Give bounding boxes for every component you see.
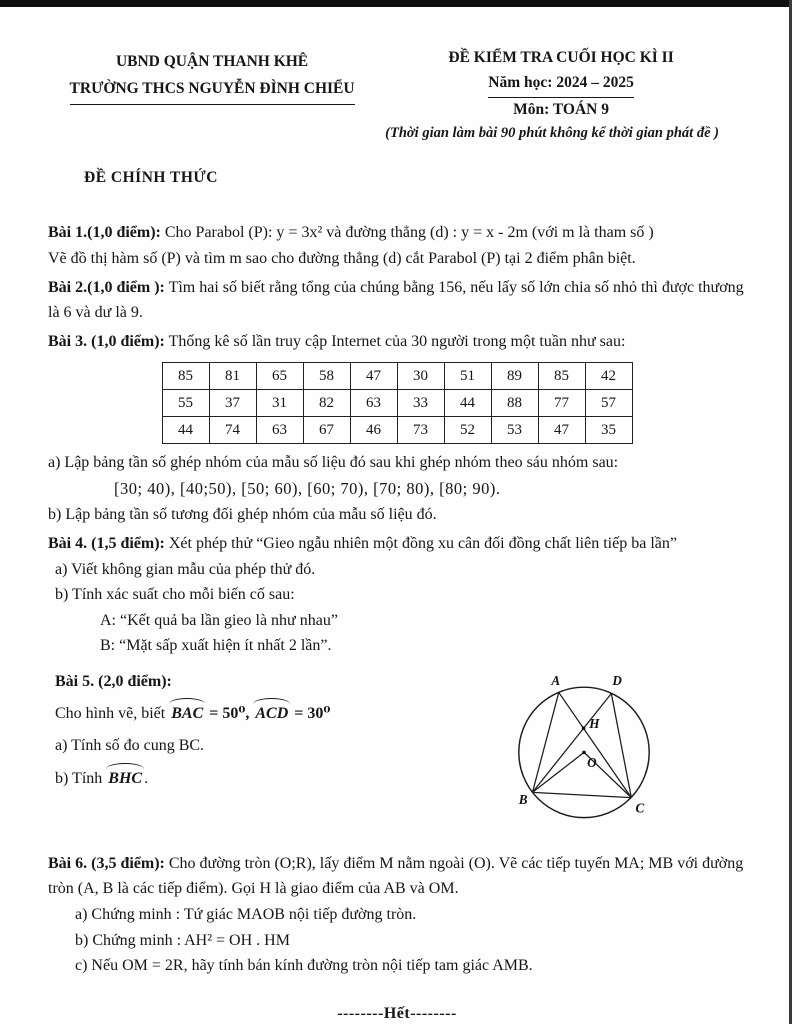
- table-cell: 85: [538, 363, 585, 390]
- problem-3-item-a: a) Lập bảng tần số ghép nhóm của mẫu số liệu đó sau khi ghép nhóm theo sáu nhóm sau:: [48, 454, 619, 472]
- table-cell: 88: [491, 390, 538, 417]
- problem-1-line2: Vẽ đồ thị hàm số (P) và tìm m sao cho đường thẳng (d) cắt Parabol (P) tại 2 điểm phân biệt.: [48, 249, 636, 267]
- table-row: [162, 363, 632, 390]
- table-cell: 35: [585, 417, 632, 444]
- problem-6-item-a: a) Chứng minh : Tứ giác MAOB nội tiếp đường tròn.: [75, 906, 417, 924]
- angle-bhc: BHC: [106, 765, 144, 792]
- problem-4-label: Bài 4. (1,5 điểm):: [48, 534, 165, 552]
- exam-body: [48, 220, 746, 1024]
- issuer-block: [48, 46, 376, 146]
- point-H: [582, 726, 586, 730]
- problem-6-item-b: b) Chứng minh : AH² = OH . HM: [75, 931, 290, 949]
- exam-title-block: [376, 46, 746, 146]
- label-B: B: [518, 791, 528, 807]
- angle-bac: BAC: [169, 700, 205, 727]
- problem-3-item-b: b) Lập bảng tần số tương đối ghép nhóm của mẫu số liệu đó.: [48, 506, 437, 524]
- angle-acd: ACD: [253, 700, 290, 727]
- given-eq2: = 30⁰: [290, 705, 331, 723]
- problem-5-item-a: a) Tính số đo cung BC.: [55, 737, 205, 755]
- chord-BC: [532, 792, 631, 797]
- problem-1-label: Bài 1.(1,0 điểm):: [48, 224, 161, 242]
- table-cell: 63: [350, 390, 397, 417]
- problem-4-item-b: b) Tính xác suất cho mỗi biến cố sau:: [55, 586, 295, 604]
- school-name: TRƯỜNG THCS NGUYỄN ĐÌNH CHIỂU: [70, 77, 355, 105]
- problem-6-item-c: c) Nếu OM = 2R, hãy tính bán kính đường tròn nội tiếp tam giác AMB.: [75, 957, 533, 975]
- header: [48, 46, 746, 146]
- table-cell: 42: [585, 363, 632, 390]
- item-b-text: b) Tính: [55, 769, 107, 787]
- problem-4-text: Xét phép thử “Gieo ngẫu nhiên một đồng xu cân đối đồng chất liên tiếp ba lần”: [164, 534, 677, 552]
- problem-2-text: Tìm hai số biết rằng tổng của chúng bằng 156, nếu lấy số lớn chia số nhỏ thì được thương là 6 và dư là 9.: [48, 278, 744, 322]
- subject: Môn: TOÁN 9: [513, 100, 609, 118]
- problem-4-event-b: B: “Mặt sấp xuất hiện ít nhất 2 lần”.: [100, 637, 332, 655]
- label-C: C: [635, 800, 645, 816]
- problem-6: [48, 851, 746, 979]
- table-cell: 37: [209, 390, 256, 417]
- duration-note: (Thời gian làm bài 90 phút không kể thời gian phát đề ): [385, 125, 719, 142]
- problem-3-intervals: [30; 40), [40;50), [50; 60), [60; 70), [70; 80), [80; 90).: [114, 478, 501, 498]
- table-cell: 44: [162, 417, 209, 444]
- table-row: [162, 390, 632, 417]
- table-row: [162, 417, 632, 444]
- table-cell: 74: [209, 417, 256, 444]
- table-cell: 81: [209, 363, 256, 390]
- label-O: O: [587, 755, 597, 771]
- table-cell: 51: [444, 363, 491, 390]
- scan-artifact-top: [0, 0, 792, 7]
- table-cell: 57: [585, 390, 632, 417]
- table-cell: 58: [303, 363, 350, 390]
- table-cell: 47: [538, 417, 585, 444]
- point-O: [582, 750, 586, 754]
- table-cell: 30: [397, 363, 444, 390]
- problem-2: [48, 275, 746, 326]
- circle-figure: [484, 663, 684, 826]
- problem-4-item-a: a) Viết không gian mẫu của phép thử đó.: [55, 560, 316, 578]
- table-cell: 31: [256, 390, 303, 417]
- circle-figure-svg: [484, 663, 684, 826]
- table-cell: 52: [444, 417, 491, 444]
- label-H: H: [589, 716, 600, 732]
- school-year: Năm học: 2024 – 2025: [488, 71, 634, 98]
- problem-6-text: Cho đường tròn (O;R), lấy điểm M nằm ngoài (O). Vẽ các tiếp tuyến MA; MB với đường tròn (A, B là các tiếp điểm). Gọi H là giao điểm của AB và OM.: [48, 854, 744, 898]
- problem-5: [48, 669, 746, 837]
- given-text: Cho hình vẽ, biết: [55, 705, 170, 723]
- chord-BD: [532, 693, 611, 792]
- label-D: D: [612, 672, 622, 688]
- end-marker: --------Hết--------: [337, 1004, 457, 1022]
- item-b-period: .: [144, 769, 149, 787]
- radius-OB: [532, 752, 584, 792]
- problem-2-label: Bài 2.(1,0 điểm ):: [48, 278, 165, 296]
- problem-3-label: Bài 3. (1,0 điểm):: [48, 332, 165, 350]
- official-exam-label: ĐỀ CHÍNH THỨC: [84, 168, 218, 186]
- problem-4-event-a: A: “Kết quả ba lần gieo là như nhau”: [100, 611, 338, 629]
- problem-3-text: Thống kê số lần truy cập Internet của 30 người trong một tuần như sau:: [164, 332, 626, 350]
- table-cell: 47: [350, 363, 397, 390]
- table-cell: 77: [538, 390, 585, 417]
- table-cell: 33: [397, 390, 444, 417]
- table-cell: 55: [162, 390, 209, 417]
- problem-5-label: Bài 5. (2,0 điểm):: [55, 672, 172, 690]
- table-cell: 65: [256, 363, 303, 390]
- problem-4: [48, 531, 746, 659]
- table-cell: 85: [162, 363, 209, 390]
- issuer-line: UBND QUẬN THANH KHÊ: [115, 53, 309, 70]
- exam-title: ĐỀ KIỂM TRA CUỐI HỌC KÌ II: [448, 49, 674, 66]
- problem-1: [48, 220, 746, 271]
- problem-1-text: Cho Parabol (P): y = 3x² và đường thẳng (d) : y = x - 2m (với m là tham số ): [160, 224, 654, 242]
- table-cell: 63: [256, 417, 303, 444]
- given-eq1: = 50⁰,: [205, 705, 254, 723]
- table-cell: 73: [397, 417, 444, 444]
- table-cell: 44: [444, 390, 491, 417]
- table-cell: 46: [350, 417, 397, 444]
- table-cell: 53: [491, 417, 538, 444]
- internet-usage-table: [162, 362, 633, 444]
- table-cell: 89: [491, 363, 538, 390]
- label-A: A: [551, 672, 561, 688]
- problem-6-label: Bài 6. (3,5 điểm):: [48, 854, 165, 872]
- table-cell: 67: [303, 417, 350, 444]
- problem-3: [48, 329, 746, 528]
- table-cell: 82: [303, 390, 350, 417]
